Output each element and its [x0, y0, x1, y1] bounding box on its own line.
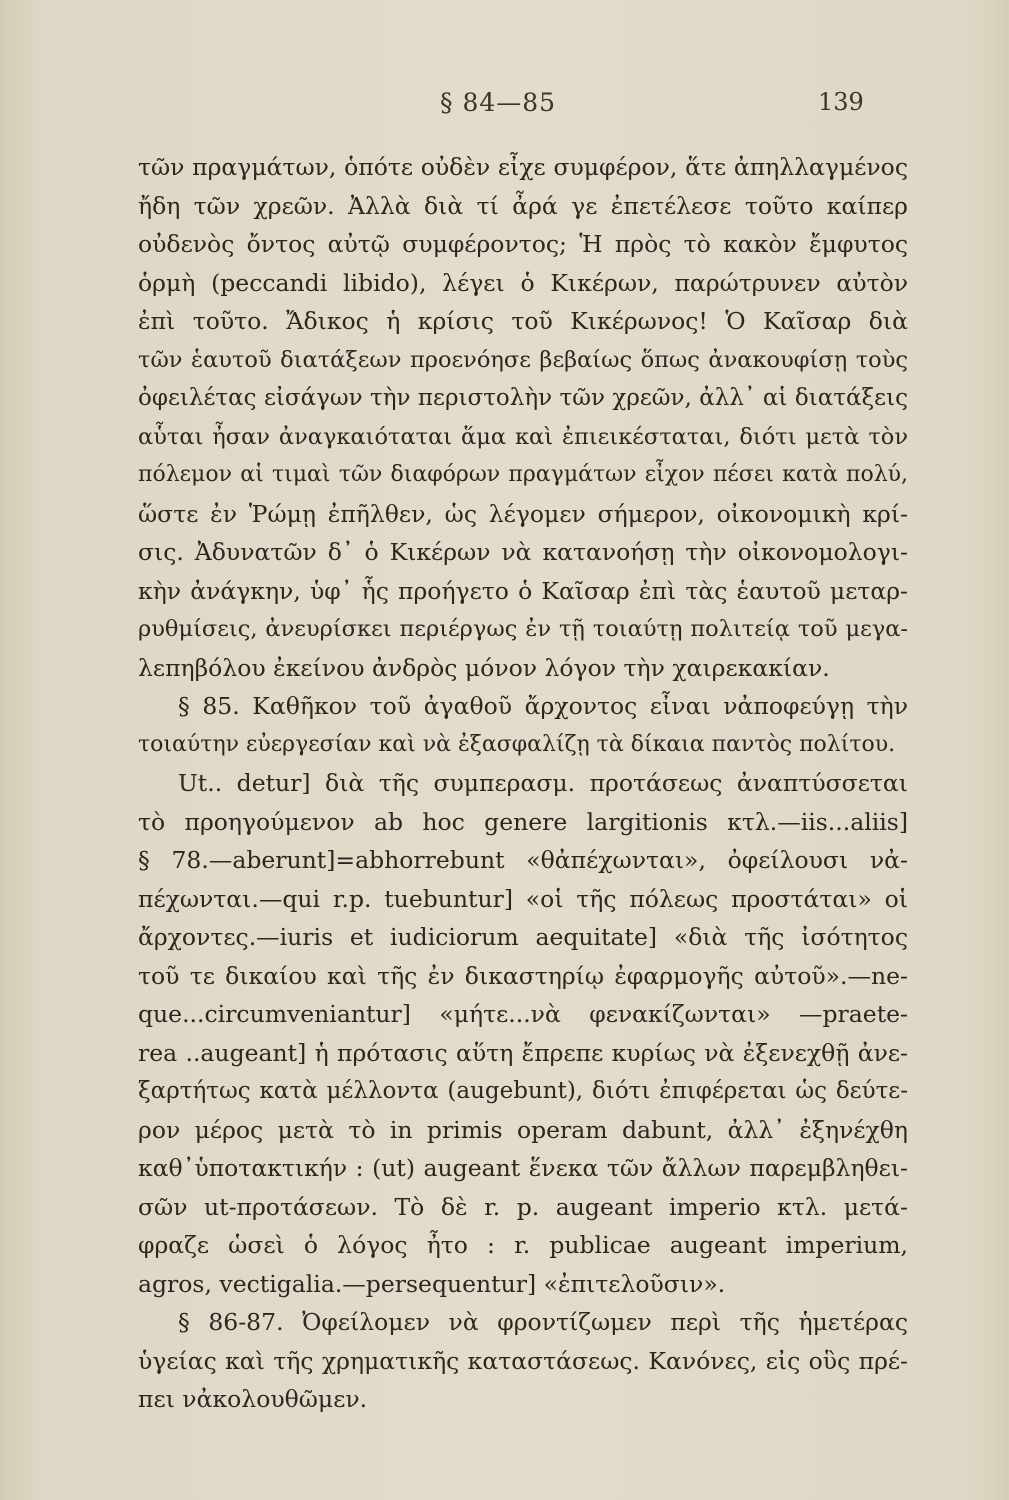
commentary-line: φραζε ὡσεὶ ὁ λόγος ἦτο : r. publicae augeant imperium,: [138, 1231, 908, 1259]
text-line: ἤδη τῶν χρεῶν. Ἀλλὰ διὰ τί ἆρά γε ἐπετέλεσε τοῦτο καίπερ: [138, 191, 908, 220]
commentary-line: ξαρτήτως κατὰ μέλλοντα (augebunt), διότι ἐπιφέρεται ὡς δεύτε-: [138, 1078, 908, 1104]
text-line: οὐδενὸς ὄντος αὐτῷ συμφέροντος; Ἡ πρὸς τὸ κακὸν ἔμφυτος: [138, 230, 908, 258]
text-line: πόλεμον αἱ τιμαὶ τῶν διαφόρων πραγμάτων εἶχον πέσει κατὰ πολύ,: [138, 462, 908, 487]
text-line: ὀφειλέτας εἰσάγων τὴν περιστολὴν τῶν χρεῶν, ἀλλ᾽ αἱ διατάξεις: [138, 385, 908, 411]
commentary-line: rea ..augeant] ἡ πρότασις αὕτη ἔπρεπε κυρίως νὰ ἐξενεχθῇ ἀνε-: [138, 1038, 908, 1067]
commentary-line: τὸ προηγούμενον ab hoc genere largitionis κτλ.—iis...aliis]: [138, 807, 908, 836]
text-line: ὥστε ἐν Ῥώμῃ ἐπῆλθεν, ὡς λέγομεν σήμερον, οἰκονομικὴ κρί-: [138, 499, 908, 528]
body-text: [138, 148, 908, 1419]
commentary-line: πέχωνται.—qui r.p. tuebuntur] «οἱ τῆς πόλεως προστάται» οἱ: [138, 884, 908, 913]
commentary-line: Ut.. detur] διὰ τῆς συμπερασμ. προτάσεως ἀναπτύσσεται: [178, 769, 908, 797]
text-line: τῶν ἑαυτοῦ διατάξεων προενόησε βεβαίως ὅπως ἀνακουφίσῃ τοὺς: [138, 346, 908, 373]
text-line: ρυθμίσεις, ἀνευρίσκει περιέργως ἐν τῇ τοιαύτῃ πολιτείᾳ τοῦ μεγα-: [138, 616, 908, 642]
text-line: σις. Ἀδυνατῶν δ᾽ ὁ Κικέρων νὰ κατανοήσῃ τὴν οἰκονομολογι-: [138, 538, 908, 566]
page-header: [0, 88, 1009, 128]
text-line: λεπηβόλου ἐκείνου ἀνδρὸς μόνον λόγον τὴν χαιρεκακίαν.: [138, 653, 830, 682]
commentary-line: § 78.—aberunt]=abhorrebunt «θἀπέχωνται», ὀφείλουσι νἀ-: [138, 846, 908, 874]
commentary-line: σῶν ut-προτάσεων. Τὸ δὲ r. p. augeant imperio κτλ. μετά-: [138, 1192, 908, 1221]
text-line: ὁρμὴ (peccandi libido), λέγει ὁ Κικέρων, παρώτρυνεν αὐτὸν: [138, 268, 908, 297]
section-85-heading-line: § 85. Καθῆκον τοῦ ἀγαθοῦ ἄρχοντος εἶναι νἀποφεύγῃ τὴν: [178, 692, 908, 720]
text-line: ὑγείας καὶ τῆς χρηματικῆς καταστάσεως. Κανόνες, εἰς οὓς πρέ-: [138, 1346, 908, 1375]
commentary-line: que...circumveniantur] «μήτε...νὰ φενακίζωνται» —praete-: [138, 1000, 908, 1028]
commentary-line: καθ᾽ὑποτακτικήν : (ut) augeant ἕνεκα τῶν ἄλλων παρεμβληθει-: [138, 1154, 908, 1182]
commentary-line: ρον μέρος μετὰ τὸ in primis operam dabunt, ἀλλ᾽ ἐξηνέχθη: [138, 1115, 908, 1144]
commentary-line: ἄρχοντες.—iuris et iudiciorum aequitate] «διὰ τῆς ἰσότητος: [138, 923, 908, 951]
text-line: πει νἀκολουθῶμεν.: [138, 1385, 368, 1413]
text-line: τῶν πραγμάτων, ὁπότε οὐδὲν εἶχε συμφέρον, ἅτε ἀπηλλαγμένος: [138, 153, 908, 181]
text-line: κὴν ἀνάγκην, ὑφ᾽ ἧς προήγετο ὁ Καῖσαρ ἐπὶ τὰς ἑαυτοῦ μεταρ-: [138, 576, 908, 605]
commentary-line: τοῦ τε δικαίου καὶ τῆς ἐν δικαστηρίῳ ἐφαρμογῆς αὐτοῦ».—ne-: [138, 961, 908, 990]
section-86-87-heading-line: § 86-87. Ὀφείλομεν νὰ φροντίζωμεν περὶ τῆς ἡμετέρας: [178, 1308, 908, 1336]
commentary-line: agros, vectigalia.—persequentur] «ἐπιτελοῦσιν».: [138, 1269, 726, 1298]
page-number: 139: [818, 88, 864, 116]
section-reference: § 84—85: [440, 88, 557, 117]
text-line: ἐπὶ τοῦτο. Ἄδικος ἡ κρίσις τοῦ Κικέρωνος! Ὁ Καῖσαρ διὰ: [138, 307, 908, 335]
text-line: τοιαύτην εὐεργεσίαν καὶ νὰ ἐξασφαλίζῃ τὰ δίκαια παντὸς πολίτου.: [138, 731, 896, 757]
text-line: αὗται ἦσαν ἀναγκαιόταται ἅμα καὶ ἐπιεικέσταται, διότι μετὰ τὸν: [138, 423, 908, 450]
